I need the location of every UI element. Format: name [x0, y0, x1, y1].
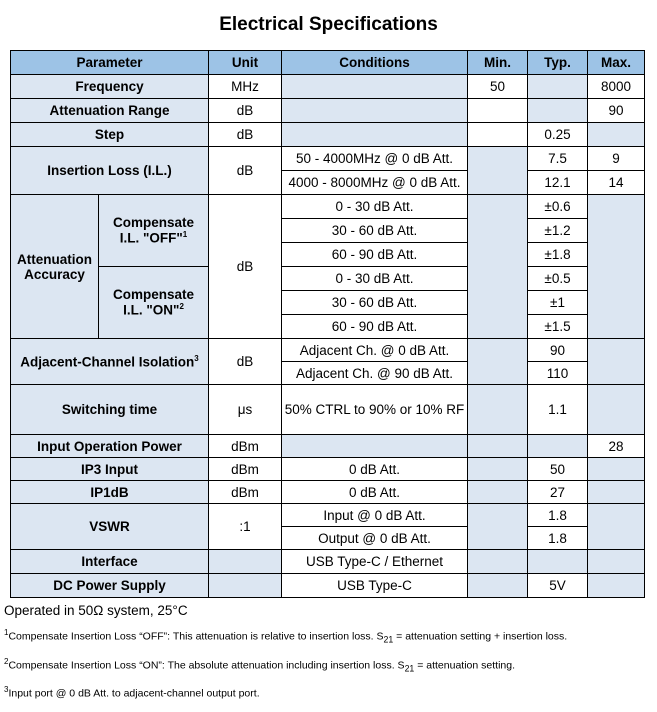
row-interface — [11, 550, 645, 574]
row-vswr-1 — [11, 504, 645, 527]
label-attenuation-range: Attenuation Range — [11, 99, 209, 123]
row-ip1db — [11, 481, 645, 504]
max-frequency: 8000 — [588, 75, 645, 99]
typ-vswr-2: 1.8 — [528, 527, 588, 550]
label-frequency: Frequency — [11, 75, 209, 99]
row-insertion-loss-1 — [11, 147, 645, 171]
spec-table — [10, 50, 645, 598]
page-title: Electrical Specifications — [219, 14, 438, 35]
typ-off-1: ±0.6 — [528, 195, 588, 219]
notes — [4, 603, 654, 712]
cond-vswr-2: Output @ 0 dB Att. — [282, 527, 468, 550]
row-switching-time — [11, 385, 645, 435]
footnote-3: $^3$Input port @ 0 dB Att. to adjacent-channel output port. — [4, 685, 260, 700]
unit-ip1db: dBm — [209, 481, 282, 504]
header-max: Max. — [588, 51, 645, 75]
note-system: Operated in 50Ω system, 25°C — [4, 603, 188, 618]
row-ip3 — [11, 458, 645, 481]
cond-insertion-loss-2: 4000 - 8000MHz @ 0 dB Att. — [282, 171, 468, 195]
cond-ip1db: 0 dB Att. — [282, 481, 468, 504]
label-attenuation-accuracy: Attenuation Accuracy — [11, 195, 99, 339]
label-interface: Interface — [11, 550, 209, 574]
label-adjacent-isolation: Adjacent-Channel Isolation$^3$ — [11, 339, 209, 385]
cond-adjacent-2: Adjacent Ch. @ 90 dB Att. — [282, 362, 468, 385]
cond-on-2: 30 - 60 dB Att. — [282, 291, 468, 315]
cond-frequency — [282, 75, 468, 99]
min-frequency: 50 — [468, 75, 528, 99]
unit-frequency: MHz — [209, 75, 282, 99]
typ-off-2: ±1.2 — [528, 219, 588, 243]
label-dc-power: DC Power Supply — [11, 574, 209, 598]
cond-on-3: 60 - 90 dB Att. — [282, 315, 468, 339]
header-unit: Unit — [209, 51, 282, 75]
footnote-2: $^2$Compensate Insertion Loss “ON”: The absolute attenuation including insertion loss. $S_{21}$ = attenuation setting. — [4, 656, 515, 674]
typ-off-3: ±1.8 — [528, 243, 588, 267]
row-accuracy-off-1 — [11, 195, 645, 219]
typ-frequency — [528, 75, 588, 99]
typ-adjacent-1: 90 — [528, 339, 588, 362]
max-insertion-loss-1: 9 — [588, 147, 645, 171]
footnote-1: $^1$Compensate Insertion Loss “OFF”: This attenuation is relative to insertion loss. $S_{21}$ = attenuation setting + insertion loss. — [4, 628, 568, 645]
row-attenuation-range — [11, 99, 645, 123]
typ-on-2: ±1 — [528, 291, 588, 315]
cond-interface: USB Type-C / Ethernet — [282, 550, 468, 574]
typ-step: 0.25 — [528, 123, 588, 147]
label-vswr: VSWR — [11, 504, 209, 550]
cond-off-3: 60 - 90 dB Att. — [282, 243, 468, 267]
label-step: Step — [11, 123, 209, 147]
header-row — [11, 51, 645, 75]
cond-off-1: 0 - 30 dB Att. — [282, 195, 468, 219]
typ-ip3: 50 — [528, 458, 588, 481]
typ-adjacent-2: 110 — [528, 362, 588, 385]
header-parameter: Parameter — [11, 51, 209, 75]
row-input-power — [11, 435, 645, 458]
typ-dc-power: 5V — [528, 574, 588, 598]
row-accuracy-on-1 — [11, 267, 645, 291]
label-insertion-loss: Insertion Loss (I.L.) — [11, 147, 209, 195]
cond-switching-time: 50% CTRL to 90% or 10% RF — [282, 385, 468, 435]
cond-off-2: 30 - 60 dB Att. — [282, 219, 468, 243]
cond-vswr-1: Input @ 0 dB Att. — [282, 504, 468, 527]
typ-insertion-loss-1: 7.5 — [528, 147, 588, 171]
row-adjacent-1 — [11, 339, 645, 362]
unit-attenuation-range: dB — [209, 99, 282, 123]
header-min: Min. — [468, 51, 528, 75]
typ-on-3: ±1.5 — [528, 315, 588, 339]
header-typ: Typ. — [528, 51, 588, 75]
unit-step: dB — [209, 123, 282, 147]
unit-adjacent-isolation: dB — [209, 339, 282, 385]
typ-vswr-1: 1.8 — [528, 504, 588, 527]
typ-switching-time: 1.1 — [528, 385, 588, 435]
label-switching-time: Switching time — [11, 385, 209, 435]
label-compensate-off: Compensate I.L. "OFF"$^1$ — [99, 195, 209, 267]
unit-input-power: dBm — [209, 435, 282, 458]
unit-attenuation-accuracy: dB — [209, 195, 282, 339]
label-compensate-on: Compensate I.L. "ON"$^2$ — [99, 267, 209, 339]
unit-vswr: :1 — [209, 504, 282, 550]
header-conditions: Conditions — [282, 51, 468, 75]
cond-on-1: 0 - 30 dB Att. — [282, 267, 468, 291]
typ-ip1db: 27 — [528, 481, 588, 504]
cond-insertion-loss-1: 50 - 4000MHz @ 0 dB Att. — [282, 147, 468, 171]
unit-switching-time: μs — [209, 385, 282, 435]
cond-adjacent-1: Adjacent Ch. @ 0 dB Att. — [282, 339, 468, 362]
typ-insertion-loss-2: 12.1 — [528, 171, 588, 195]
unit-insertion-loss: dB — [209, 147, 282, 195]
max-insertion-loss-2: 14 — [588, 171, 645, 195]
cond-dc-power: USB Type-C — [282, 574, 468, 598]
cond-ip3: 0 dB Att. — [282, 458, 468, 481]
label-ip3: IP3 Input — [11, 458, 209, 481]
row-frequency — [11, 75, 645, 99]
row-step — [11, 123, 645, 147]
row-dc-power — [11, 574, 645, 598]
label-input-power: Input Operation Power — [11, 435, 209, 458]
max-attenuation-range: 90 — [588, 99, 645, 123]
typ-on-1: ±0.5 — [528, 267, 588, 291]
label-ip1db: IP1dB — [11, 481, 209, 504]
unit-ip3: dBm — [209, 458, 282, 481]
max-input-power: 28 — [588, 435, 645, 458]
